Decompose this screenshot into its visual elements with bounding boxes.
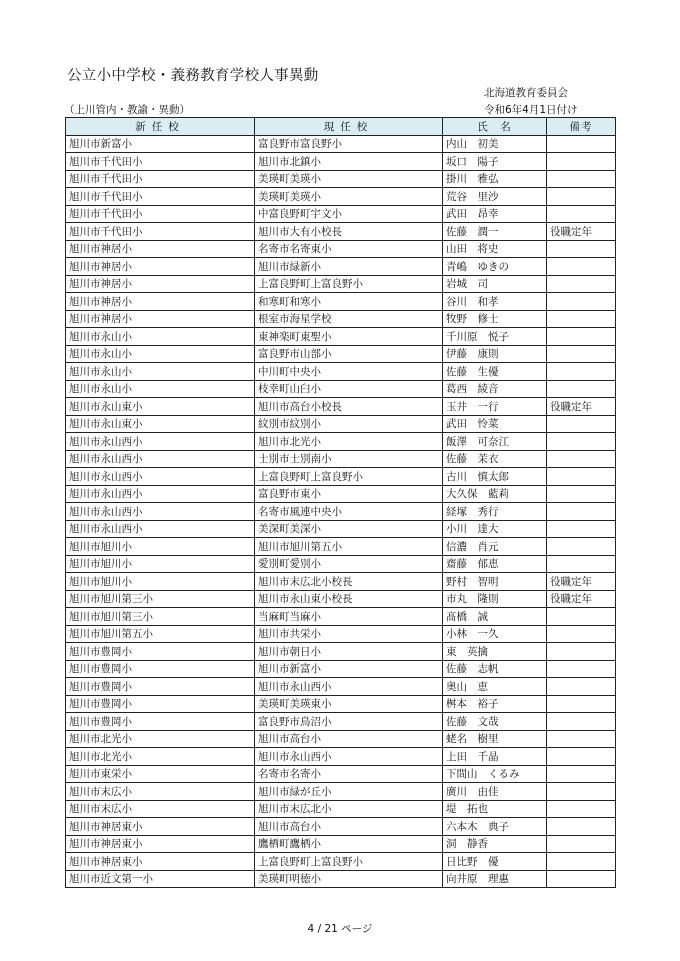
cell-new-school: 旭川市北光小: [66, 730, 255, 748]
cell-new-school: 旭川市旭川小: [66, 573, 255, 591]
table-row: [66, 748, 616, 766]
table-row: [66, 625, 616, 643]
column-header-current-school: 現任校: [255, 118, 443, 136]
cell-remarks: 役職定年: [547, 223, 616, 241]
cell-remarks: [547, 870, 616, 888]
table-row: [66, 730, 616, 748]
cell-remarks: [547, 450, 616, 468]
table-row: [66, 258, 616, 276]
table-row: [66, 415, 616, 433]
cell-name: 野村 智明: [443, 573, 547, 591]
cell-remarks: [547, 258, 616, 276]
cell-remarks: [547, 625, 616, 643]
cell-name: 玉井 一行: [443, 398, 547, 416]
table-row: [66, 223, 616, 241]
cell-new-school: 旭川市千代田小: [66, 188, 255, 206]
cell-name: 東 英擒: [443, 643, 547, 661]
cell-remarks: [547, 135, 616, 153]
cell-new-school: 旭川市末広小: [66, 783, 255, 801]
cell-new-school: 旭川市豊岡小: [66, 660, 255, 678]
table-row: [66, 328, 616, 346]
cell-name: 飯澤 可奈江: [443, 433, 547, 451]
cell-new-school: 旭川市旭川第三小: [66, 590, 255, 608]
cell-current-school: 旭川市大有小校長: [255, 223, 443, 241]
cell-current-school: 上富良野町上富良野小: [255, 468, 443, 486]
cell-name: 向井原 理惠: [443, 870, 547, 888]
cell-remarks: [547, 468, 616, 486]
table-row: [66, 433, 616, 451]
table-row: [66, 818, 616, 836]
cell-name: 佐藤 茉衣: [443, 450, 547, 468]
cell-remarks: [547, 380, 616, 398]
cell-remarks: [547, 310, 616, 328]
cell-remarks: [547, 818, 616, 836]
cell-new-school: 旭川市永山小: [66, 363, 255, 381]
table-row: [66, 660, 616, 678]
cell-current-school: 旭川市旭川第五小: [255, 538, 443, 556]
cell-name: 信濃 肖元: [443, 538, 547, 556]
page-title: 公立小中学校・義務教育学校人事異動: [67, 68, 319, 84]
cell-remarks: [547, 555, 616, 573]
cell-current-school: 旭川市緑が丘小: [255, 783, 443, 801]
cell-current-school: 東神楽町東聖小: [255, 328, 443, 346]
cell-name: 奥山 恵: [443, 678, 547, 696]
table-row: [66, 643, 616, 661]
cell-new-school: 旭川市旭川第五小: [66, 625, 255, 643]
cell-current-school: 旭川市新富小: [255, 660, 443, 678]
cell-name: 古川 慎太郎: [443, 468, 547, 486]
cell-remarks: [547, 695, 616, 713]
column-header-name: 氏 名: [443, 118, 547, 136]
cell-current-school: 紋別市紋別小: [255, 415, 443, 433]
cell-name: 佐藤 潤一: [443, 223, 547, 241]
cell-remarks: [547, 730, 616, 748]
table-row: [66, 153, 616, 171]
cell-new-school: 旭川市旭川第三小: [66, 608, 255, 626]
cell-name: 日比野 優: [443, 853, 547, 871]
cell-current-school: 中川町中央小: [255, 363, 443, 381]
cell-name: 佐藤 生優: [443, 363, 547, 381]
cell-name: 坂口 陽子: [443, 153, 547, 171]
table-row: [66, 870, 616, 888]
cell-remarks: 役職定年: [547, 398, 616, 416]
cell-current-school: 美深町美深小: [255, 520, 443, 538]
cell-current-school: 名寄市風連中央小: [255, 503, 443, 521]
cell-new-school: 旭川市千代田小: [66, 223, 255, 241]
table-row: [66, 135, 616, 153]
cell-remarks: [547, 853, 616, 871]
personnel-table: [65, 117, 616, 888]
cell-new-school: 旭川市永山西小: [66, 485, 255, 503]
table-row: [66, 783, 616, 801]
cell-current-school: 富良野市東小: [255, 485, 443, 503]
cell-name: 山田 将史: [443, 240, 547, 258]
cell-name: 上田 千晶: [443, 748, 547, 766]
cell-new-school: 旭川市永山西小: [66, 468, 255, 486]
page-number: 4 / 21 ページ: [307, 923, 373, 935]
cell-new-school: 旭川市豊岡小: [66, 643, 255, 661]
cell-remarks: [547, 485, 616, 503]
cell-new-school: 旭川市永山西小: [66, 433, 255, 451]
cell-new-school: 旭川市千代田小: [66, 153, 255, 171]
cell-current-school: 旭川市朝日小: [255, 643, 443, 661]
table-row: [66, 345, 616, 363]
cell-new-school: 旭川市永山西小: [66, 450, 255, 468]
table-row: [66, 835, 616, 853]
cell-name: 荒谷 里沙: [443, 188, 547, 206]
cell-current-school: 富良野市鳥沼小: [255, 713, 443, 731]
table-row: [66, 573, 616, 591]
cell-current-school: 愛別町愛別小: [255, 555, 443, 573]
cell-name: 六本木 典子: [443, 818, 547, 836]
cell-name: 谷川 和孝: [443, 293, 547, 311]
cell-new-school: 旭川市近文第一小: [66, 870, 255, 888]
cell-current-school: 美瑛町美瑛小: [255, 188, 443, 206]
cell-current-school: 旭川市末広北小校長: [255, 573, 443, 591]
table-row: [66, 555, 616, 573]
cell-remarks: [547, 783, 616, 801]
cell-current-school: 旭川市永山西小: [255, 748, 443, 766]
cell-new-school: 旭川市永山小: [66, 328, 255, 346]
cell-remarks: [547, 608, 616, 626]
cell-new-school: 旭川市神居東小: [66, 853, 255, 871]
cell-remarks: [547, 188, 616, 206]
table-row: [66, 678, 616, 696]
cell-remarks: [547, 538, 616, 556]
cell-new-school: 旭川市神居小: [66, 310, 255, 328]
cell-new-school: 旭川市豊岡小: [66, 713, 255, 731]
cell-new-school: 旭川市神居小: [66, 258, 255, 276]
cell-current-school: 旭川市高台小: [255, 818, 443, 836]
cell-remarks: [547, 520, 616, 538]
cell-current-school: 上富良野町上富良野小: [255, 275, 443, 293]
cell-new-school: 旭川市神居東小: [66, 835, 255, 853]
column-header-new-school: 新任校: [66, 118, 255, 136]
cell-current-school: 富良野市山部小: [255, 345, 443, 363]
table-row: [66, 363, 616, 381]
cell-name: 青嶋 ゆきの: [443, 258, 547, 276]
cell-current-school: 富良野市富良野小: [255, 135, 443, 153]
table-row: [66, 380, 616, 398]
table-row: [66, 275, 616, 293]
cell-remarks: [547, 328, 616, 346]
cell-remarks: [547, 275, 616, 293]
cell-new-school: 旭川市北光小: [66, 748, 255, 766]
cell-name: 小川 達大: [443, 520, 547, 538]
cell-name: 武田 昂幸: [443, 205, 547, 223]
cell-name: 洞 静香: [443, 835, 547, 853]
cell-name: 経塚 秀行: [443, 503, 547, 521]
table-row: [66, 590, 616, 608]
cell-new-school: 旭川市神居小: [66, 240, 255, 258]
cell-new-school: 旭川市神居小: [66, 293, 255, 311]
cell-current-school: 士別市士別南小: [255, 450, 443, 468]
cell-name: 佐藤 志帆: [443, 660, 547, 678]
cell-remarks: [547, 415, 616, 433]
cell-name: 佐藤 文哉: [443, 713, 547, 731]
table-row: [66, 695, 616, 713]
cell-name: 掛川 雅弘: [443, 170, 547, 188]
cell-remarks: [547, 800, 616, 818]
cell-current-school: 和寒町和寒小: [255, 293, 443, 311]
table-header: [66, 118, 616, 136]
cell-current-school: 美瑛町美瑛東小: [255, 695, 443, 713]
cell-current-school: 旭川市北光小: [255, 433, 443, 451]
cell-name: 大久保 藍莉: [443, 485, 547, 503]
cell-name: 小林 一久: [443, 625, 547, 643]
cell-new-school: 旭川市神居東小: [66, 818, 255, 836]
cell-remarks: [547, 660, 616, 678]
table-row: [66, 608, 616, 626]
table-row: [66, 765, 616, 783]
cell-remarks: [547, 678, 616, 696]
cell-new-school: 旭川市永山東小: [66, 415, 255, 433]
cell-new-school: 旭川市旭川小: [66, 538, 255, 556]
cell-name: 内山 初美: [443, 135, 547, 153]
cell-remarks: [547, 748, 616, 766]
cell-remarks: [547, 835, 616, 853]
cell-current-school: 旭川市北鎮小: [255, 153, 443, 171]
cell-name: 齋藤 郁恵: [443, 555, 547, 573]
cell-current-school: 名寄市名寄東小: [255, 240, 443, 258]
cell-name: 髙橋 誠: [443, 608, 547, 626]
cell-current-school: 美瑛町美瑛小: [255, 170, 443, 188]
cell-current-school: 旭川市高台小: [255, 730, 443, 748]
cell-current-school: 美瑛町明徳小: [255, 870, 443, 888]
cell-remarks: [547, 240, 616, 258]
cell-current-school: 旭川市末広北小: [255, 800, 443, 818]
table-row: [66, 293, 616, 311]
effective-date: 令和6年4月1日付け: [484, 104, 578, 116]
cell-new-school: 旭川市東栄小: [66, 765, 255, 783]
cell-new-school: 旭川市永山東小: [66, 398, 255, 416]
cell-new-school: 旭川市千代田小: [66, 170, 255, 188]
cell-current-school: 中富良野町宇文小: [255, 205, 443, 223]
cell-remarks: 役職定年: [547, 590, 616, 608]
cell-new-school: 旭川市永山西小: [66, 520, 255, 538]
table-row: [66, 170, 616, 188]
cell-current-school: 鷹栖町鷹栖小: [255, 835, 443, 853]
cell-new-school: 旭川市永山西小: [66, 503, 255, 521]
cell-remarks: [547, 433, 616, 451]
cell-name: 廣川 由佳: [443, 783, 547, 801]
cell-name: 千川原 悦子: [443, 328, 547, 346]
cell-current-school: 当麻町当麻小: [255, 608, 443, 626]
cell-new-school: 旭川市豊岡小: [66, 695, 255, 713]
table-row: [66, 398, 616, 416]
cell-current-school: 旭川市共栄小: [255, 625, 443, 643]
cell-name: 桝本 裕子: [443, 695, 547, 713]
table-row: [66, 205, 616, 223]
cell-current-school: 根室市海星学校: [255, 310, 443, 328]
table-row: [66, 310, 616, 328]
cell-current-school: 旭川市高台小校長: [255, 398, 443, 416]
table-row: [66, 188, 616, 206]
cell-new-school: 旭川市永山小: [66, 380, 255, 398]
cell-name: 堤 拓也: [443, 800, 547, 818]
table-row: [66, 520, 616, 538]
table-row: [66, 503, 616, 521]
cell-name: 蛯名 樹里: [443, 730, 547, 748]
cell-new-school: 旭川市豊岡小: [66, 678, 255, 696]
table-row: [66, 468, 616, 486]
table-row: [66, 485, 616, 503]
cell-name: 武田 怜菜: [443, 415, 547, 433]
cell-name: 牧野 修士: [443, 310, 547, 328]
organization: 北海道教育委員会: [484, 87, 568, 99]
cell-name: 伊藤 康則: [443, 345, 547, 363]
cell-remarks: 役職定年: [547, 573, 616, 591]
column-header-remarks: 備考: [547, 118, 616, 136]
cell-remarks: [547, 170, 616, 188]
cell-current-school: 上富良野町上富良野小: [255, 853, 443, 871]
cell-remarks: [547, 643, 616, 661]
table-row: [66, 450, 616, 468]
cell-remarks: [547, 713, 616, 731]
cell-remarks: [547, 205, 616, 223]
cell-new-school: 旭川市末広小: [66, 800, 255, 818]
table-row: [66, 538, 616, 556]
cell-name: 岩城 司: [443, 275, 547, 293]
cell-new-school: 旭川市神居小: [66, 275, 255, 293]
cell-current-school: 旭川市永山西小: [255, 678, 443, 696]
table-row: [66, 853, 616, 871]
cell-current-school: 枝幸町山臼小: [255, 380, 443, 398]
subtitle: （上川管内・教諭・異動）: [64, 104, 190, 116]
cell-name: 葛西 綾音: [443, 380, 547, 398]
table-row: [66, 240, 616, 258]
cell-new-school: 旭川市永山小: [66, 345, 255, 363]
cell-new-school: 旭川市千代田小: [66, 205, 255, 223]
cell-new-school: 旭川市新富小: [66, 135, 255, 153]
cell-remarks: [547, 293, 616, 311]
cell-current-school: 名寄市名寄小: [255, 765, 443, 783]
cell-new-school: 旭川市旭川小: [66, 555, 255, 573]
cell-remarks: [547, 345, 616, 363]
cell-remarks: [547, 503, 616, 521]
cell-current-school: 旭川市緑新小: [255, 258, 443, 276]
cell-remarks: [547, 765, 616, 783]
cell-name: 下間山 くるみ: [443, 765, 547, 783]
table-row: [66, 800, 616, 818]
cell-current-school: 旭川市永山東小校長: [255, 590, 443, 608]
cell-name: 市丸 隆則: [443, 590, 547, 608]
table-row: [66, 713, 616, 731]
cell-remarks: [547, 153, 616, 171]
cell-remarks: [547, 363, 616, 381]
